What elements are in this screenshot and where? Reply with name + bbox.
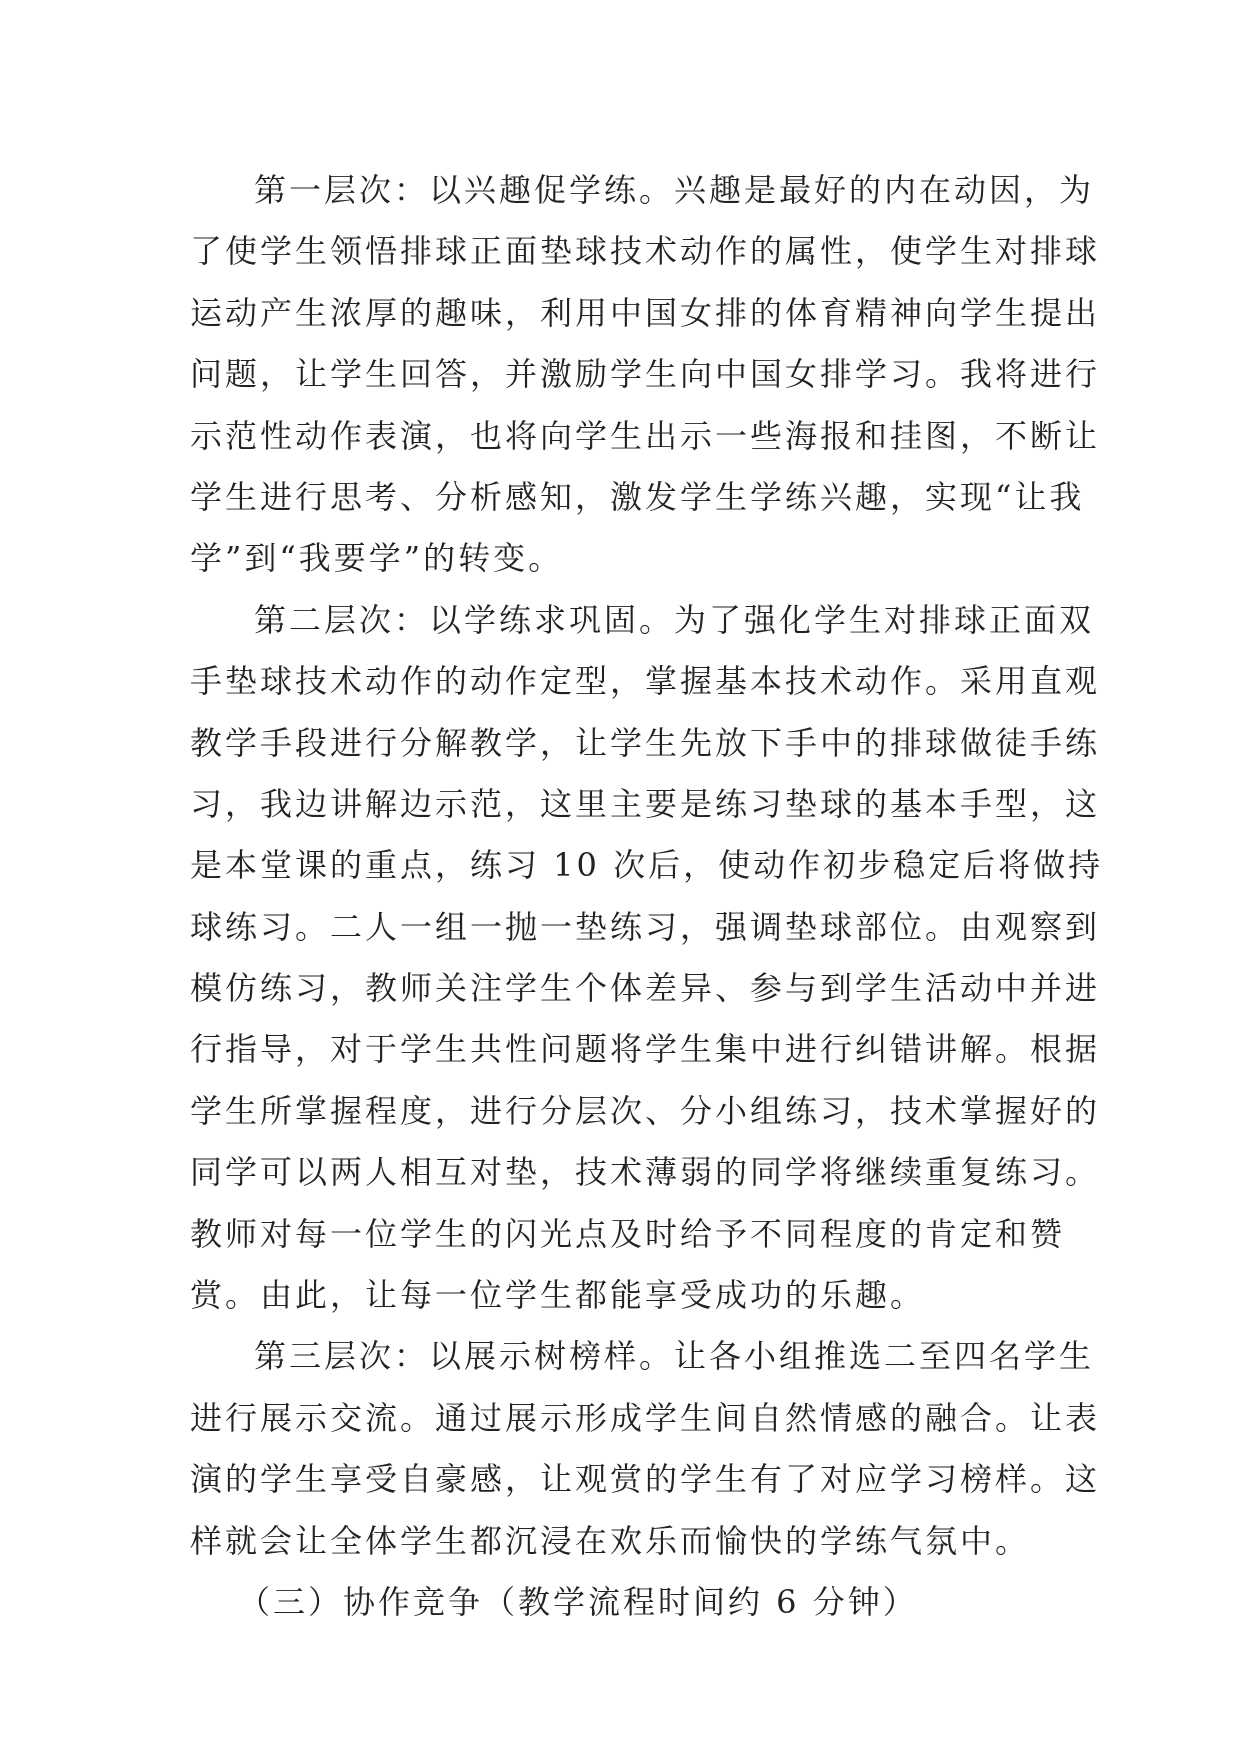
- paragraph-1-line-6: 学生进行思考、分析感知，激发学生学练兴趣，实现“让我: [190, 477, 1085, 516]
- paragraph-1-line-7: 学”到“我要学”的转变。: [190, 539, 564, 578]
- paragraph-2-line-7: 模仿练习，教师关注学生个体差异、参与到学生活动中并进: [190, 969, 1101, 1008]
- paragraph-3-line-1: 第三层次：以展示树榜样。让各小组推选二至四名学生: [254, 1337, 1095, 1376]
- paragraph-2-line-1: 第二层次：以学练求巩固。为了强化学生对排球正面双: [254, 600, 1095, 639]
- paragraph-2-line-9: 学生所掌握程度，进行分层次、分小组练习，技术掌握好的: [190, 1091, 1101, 1130]
- paragraph-1-line-5: 示范性动作表演，也将向学生出示一些海报和挂图，不断让: [190, 416, 1101, 455]
- paragraph-1-line-3: 运动产生浓厚的趣味，利用中国女排的体育精神向学生提出: [190, 293, 1101, 332]
- paragraph-2-line-8: 行指导，对于学生共性问题将学生集中进行纠错讲解。根据: [190, 1030, 1101, 1069]
- paragraph-2-line-6: 球练习。二人一组一抛一垫练习，强调垫球部位。由观察到: [190, 907, 1101, 946]
- paragraph-2-line-10: 同学可以两人相互对垫，技术薄弱的同学将继续重复练习。: [190, 1153, 1101, 1192]
- paragraph-2-line-12: 赏。由此，让每一位学生都能享受成功的乐趣。: [190, 1276, 926, 1315]
- paragraph-2-line-2: 手垫球技术动作的动作定型，掌握基本技术动作。采用直观: [190, 662, 1101, 701]
- paragraph-1-line-4: 问题，让学生回答，并激励学生向中国女排学习。我将进行: [190, 355, 1101, 394]
- paragraph-2-line-11: 教师对每一位学生的闪光点及时给予不同程度的肯定和赞: [190, 1214, 1066, 1253]
- paragraph-2-line-3: 教学手段进行分解教学，让学生先放下手中的排球做徒手练: [190, 723, 1101, 762]
- paragraph-1-line-2: 了使学生领悟排球正面垫球技术动作的属性，使学生对排球: [190, 232, 1101, 271]
- paragraph-3-line-2: 进行展示交流。通过展示形成学生间自然情感的融合。让表: [190, 1398, 1101, 1437]
- paragraph-1-line-1: 第一层次：以兴趣促学练。兴趣是最好的内在动因，为: [254, 171, 1095, 209]
- section-heading: （三）协作竞争（教学流程时间约 6 分钟）: [238, 1582, 918, 1621]
- paragraph-3-line-4: 样就会让全体学生都沉浸在欢乐而愉快的学练气氛中。: [190, 1521, 1031, 1560]
- paragraph-3-line-3: 演的学生享受自豪感，让观赏的学生有了对应学习榜样。这: [190, 1460, 1101, 1499]
- paragraph-2-line-5: 是本堂课的重点，练习 10 次后，使动作初步稳定后将做持: [190, 846, 1104, 885]
- paragraph-2-line-4: 习，我边讲解边示范，这里主要是练习垫球的基本手型，这: [190, 784, 1101, 823]
- document-body: [190, 160, 1104, 1633]
